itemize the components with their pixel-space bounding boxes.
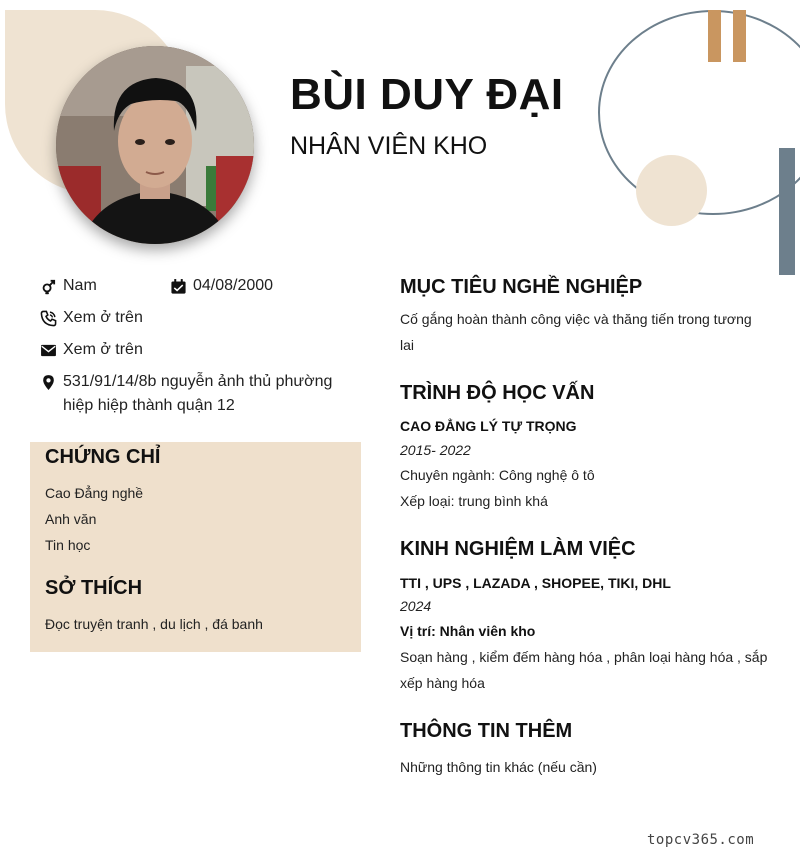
education-period: 2015- 2022 bbox=[400, 442, 471, 458]
certificates-title: CHỨNG CHỈ bbox=[45, 446, 161, 468]
envelope-icon bbox=[40, 342, 57, 359]
map-pin-icon bbox=[40, 374, 57, 391]
objective-line1: Cố gắng hoàn thành công việc và thăng tiến trong tương bbox=[400, 311, 752, 327]
phone-icon bbox=[40, 310, 57, 327]
job-title: NHÂN VIÊN KHO bbox=[290, 132, 488, 160]
certificate-item: Tin học bbox=[45, 537, 91, 553]
profile-photo bbox=[56, 46, 254, 244]
person-name: BÙI DUY ĐẠI bbox=[290, 70, 564, 119]
experience-desc-line2: xếp hàng hóa bbox=[400, 675, 485, 691]
hobbies-text: Đọc truyện tranh , du lịch , đá banh bbox=[45, 616, 263, 632]
gender-icon bbox=[40, 278, 57, 295]
email-text: Xem ở trên bbox=[63, 341, 143, 358]
experience-position: Vị trí: Nhân viên kho bbox=[400, 623, 536, 639]
watermark: topcv365.com bbox=[647, 832, 755, 848]
decor-beige-circle bbox=[636, 155, 707, 226]
education-title: TRÌNH ĐỘ HỌC VẤN bbox=[400, 382, 595, 404]
decor-slate-bar bbox=[779, 148, 795, 275]
objective-title: MỤC TIÊU NGHỀ NGHIỆP bbox=[400, 276, 643, 298]
objective-line2: lai bbox=[400, 337, 415, 353]
avatar bbox=[56, 46, 254, 244]
hobbies-title: SỞ THÍCH bbox=[45, 577, 143, 599]
decor-tan-bar-left bbox=[708, 10, 721, 62]
experience-desc-line1: Soạn hàng , kiểm đếm hàng hóa , phân loại hàng hóa , sắp bbox=[400, 649, 768, 665]
birthdate-text: 04/08/2000 bbox=[193, 277, 274, 294]
experience-company: TTI , UPS , LAZADA , SHOPEE, TIKI, DHL bbox=[400, 575, 671, 591]
certificate-item: Anh văn bbox=[45, 511, 97, 527]
side-panel bbox=[30, 442, 361, 652]
experience-title: KINH NGHIỆM LÀM VIỆC bbox=[400, 538, 636, 560]
education-grade: Xếp loại: trung bình khá bbox=[400, 493, 548, 509]
gender-text: Nam bbox=[63, 277, 97, 294]
additional-title: THÔNG TIN THÊM bbox=[400, 720, 573, 742]
calendar-icon bbox=[170, 278, 187, 295]
experience-year: 2024 bbox=[400, 598, 432, 614]
additional-text: Những thông tin khác (nếu cần) bbox=[400, 759, 597, 775]
certificate-item: Cao Đẳng nghề bbox=[45, 485, 144, 501]
phone-text: Xem ở trên bbox=[63, 309, 143, 326]
address-line1: 531/91/14/8b nguyễn ảnh thủ phường bbox=[63, 373, 333, 390]
education-major: Chuyên ngành: Công nghệ ô tô bbox=[400, 467, 595, 483]
address-line2: hiệp hiệp thành quận 12 bbox=[63, 397, 235, 414]
education-school: CAO ĐẲNG LÝ TỰ TRỌNG bbox=[400, 418, 577, 434]
decor-tan-bar-right bbox=[733, 10, 746, 62]
